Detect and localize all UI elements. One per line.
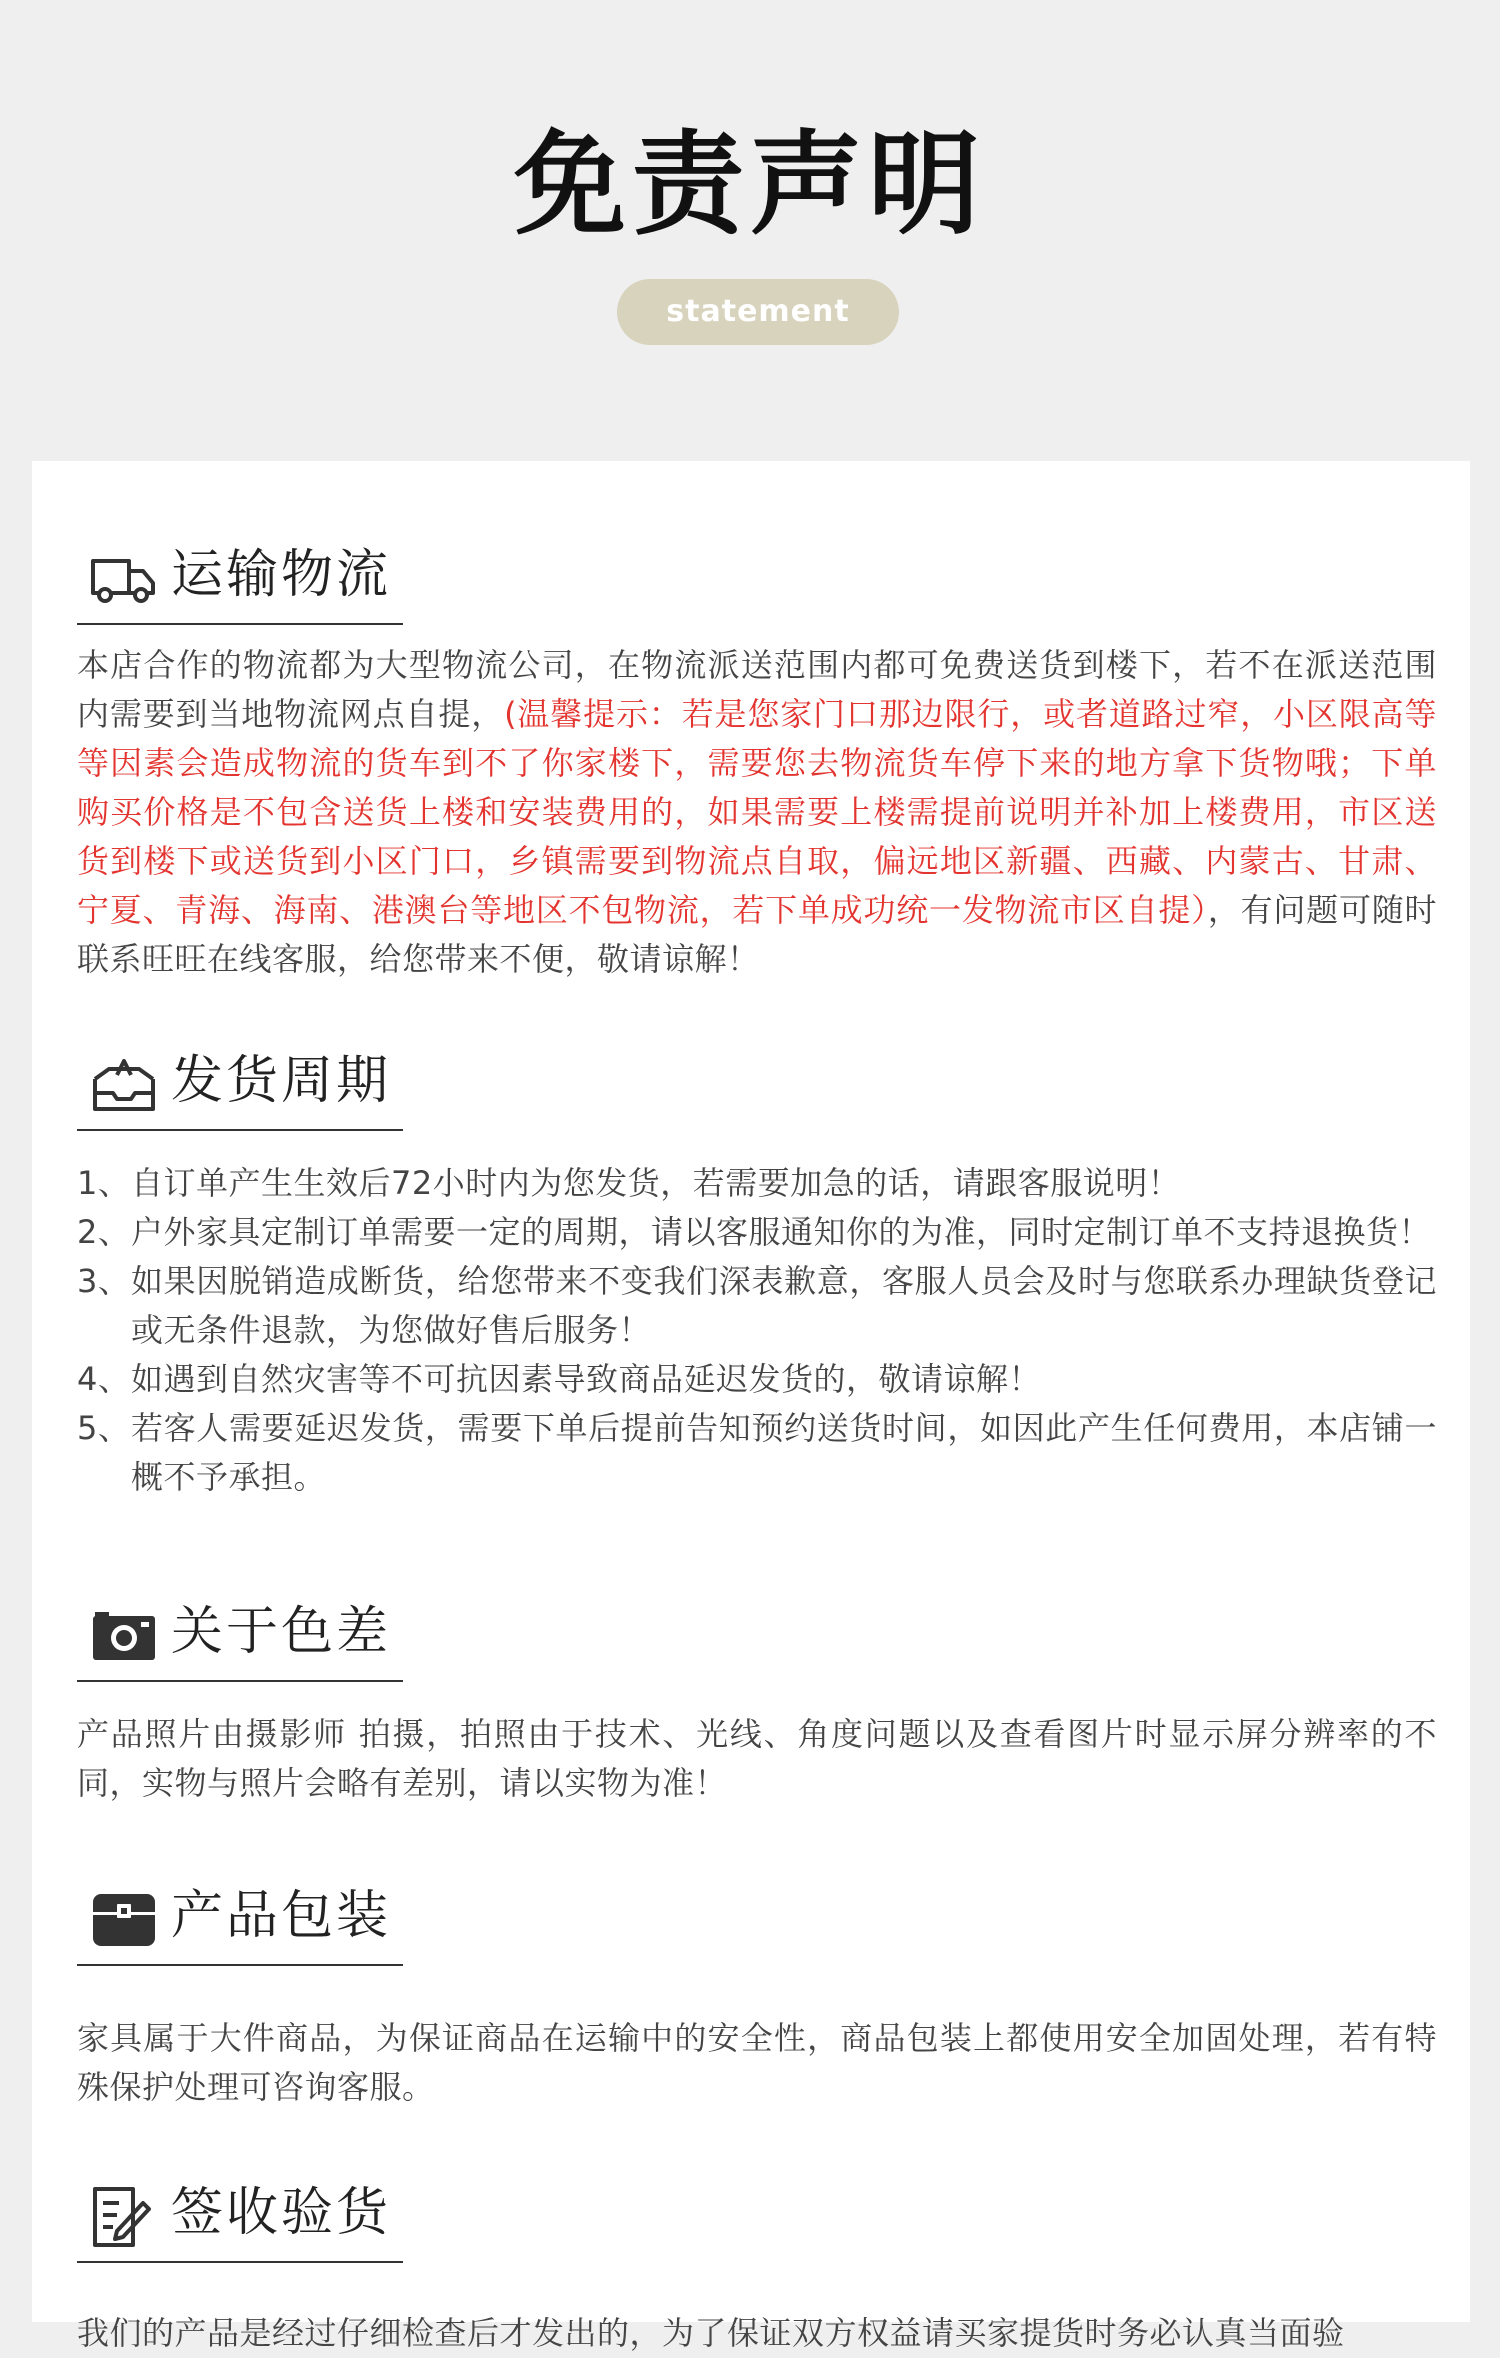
section-title: 发货周期 <box>171 1051 392 1111</box>
section-packaging <box>77 1846 1437 2112</box>
section-divider <box>77 2261 403 2263</box>
packaging-text: 家具属于大件商品，为保证商品在运输中的安全性，商品包装上都使用安全加固处理，若有特殊保护处理可咨询客服。 <box>77 2019 1437 2106</box>
section-header <box>77 1562 1437 1682</box>
section-title: 关于色差 <box>171 1602 392 1662</box>
list-item: 2、 户外家具定制订单需要一定的周期，请以客服通知你的为准，同时定制订单不支持退换货！ <box>77 1213 1432 1251</box>
section-logistics <box>77 505 1437 984</box>
logistics-text-intro: 本店合作的物流都为大型物流公司，在物流派送范围内都可免费送货到楼下，若不在派送范围内需要到当地物流网点自提， <box>77 646 1437 733</box>
section-divider <box>77 1129 403 1131</box>
section-divider <box>77 1964 403 1966</box>
section-header <box>77 2143 1437 2263</box>
section-shipping-cycle <box>77 1011 1437 1502</box>
section-divider <box>77 623 403 625</box>
delivery-truck-icon <box>89 547 159 611</box>
inspection-text: 我们的产品是经过仔细检查后才发出的，为了保证双方权益请买家提货时务必认真当面验 <box>77 2314 1345 2352</box>
section-header <box>77 1011 1437 1131</box>
section-inspection <box>77 2143 1437 2358</box>
sign-document-icon <box>89 2185 159 2249</box>
logistics-warning: (温馨提示：若是您家门口那边限行，或者道路过窄，小区限高等等因素会造成物流的货车到不了你家楼下，需要您去物流货车停下来的地方拿下货物哦；下单购买价格是不包含送货上楼和安装费用的，如果需要上楼需提前说明并补加上楼费用，市区送货到楼下或送货到小区门口，乡镇需要到物流点自取，偏远地区新疆、西藏、内蒙古、甘肃、宁夏、青海、海南、港澳台等地区不包物流，若下单成功统一发物流市区自提） <box>77 695 1437 929</box>
page-title: 免责声明 <box>514 120 986 250</box>
camera-icon <box>89 1604 159 1668</box>
list-item: 3、 如果因脱销造成断货，给您带来不变我们深表歉意，客服人员会及时与您联系办理缺货登记或无条件退款，为您做好售后服务！ <box>77 1262 1437 1349</box>
shipping-box-icon <box>89 1053 159 1117</box>
section-title: 运输物流 <box>171 545 392 605</box>
section-header <box>77 1846 1437 1966</box>
list-item: 1、 自订单产生生效后72小时内为您发货，若需要加急的话，请跟客服说明！ <box>77 1164 1181 1202</box>
list-item: 5、 若客人需要延迟发货，需要下单后提前告知预约送货时间，如因此产生任何费用，本店铺一概不予承担。 <box>77 1409 1437 1496</box>
subtitle-badge: statement <box>617 279 899 345</box>
section-title: 产品包装 <box>171 1886 392 1946</box>
section-divider <box>77 1680 403 1682</box>
section-title: 签收验货 <box>171 2183 392 2243</box>
section-header <box>77 505 1437 625</box>
logistics-text-outro: ，有问题可随时联系旺旺在线客服，给您带来不便，敬请谅解！ <box>77 891 1437 978</box>
package-icon <box>89 1888 159 1952</box>
content-card <box>32 461 1470 2352</box>
shipping-list <box>77 1159 1437 1502</box>
color-text: 产品照片由摄影师 拍摄，拍照由于技术、光线、角度问题以及查看图片时显示屏分辨率的不同，实物与照片会略有差别，请以实物为准！ <box>77 1715 1437 1802</box>
section-color-difference <box>77 1562 1437 1808</box>
logistics-text <box>77 641 1437 984</box>
list-item: 4、 如遇到自然灾害等不可抗因素导致商品延迟发货的，敬请谅解！ <box>77 1360 1042 1398</box>
